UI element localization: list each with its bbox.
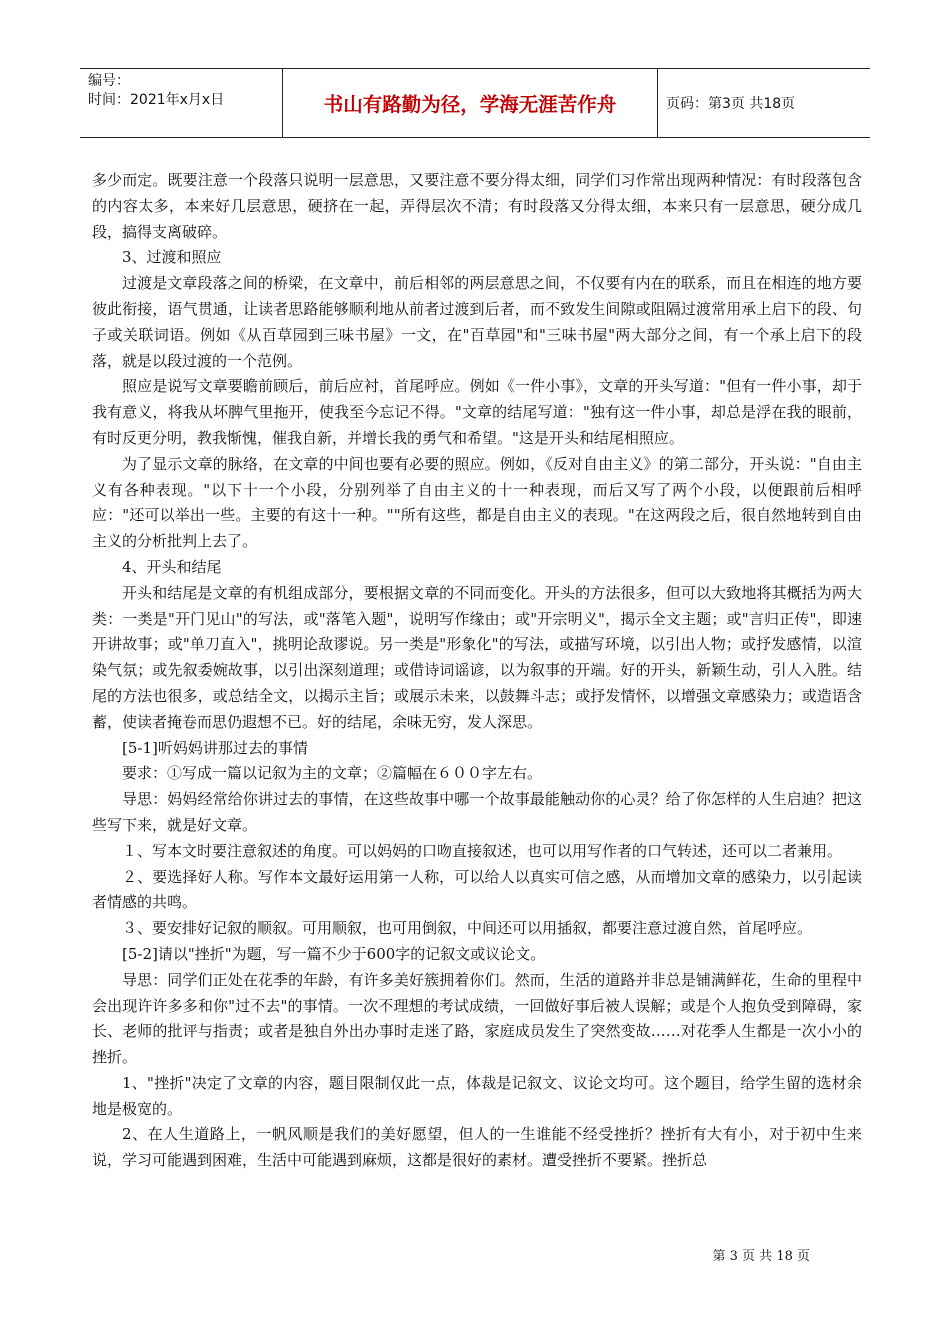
paragraph: 为了显示文章的脉络，在文章的中间也要有必要的照应。例如，《反对自由主义》的第二部分，开头说："自由主义有各种表现。"以下十一个小段，分别列举了自由主义的十一种表现，而后又写了两个小段，以便跟前后相呼应："还可以举出一些。主要的有这十一种。""所有这些，都是自由主义的表现。"在这两段之后，很自然地转到自由主义的分析批判上去了。 bbox=[92, 454, 862, 551]
section-heading: 4、开头和结尾 bbox=[122, 557, 222, 576]
paragraph: ２、要选择好人称。写作本文最好运用第一人称，可以给人以真实可信之感，从而增加文章的感染力，以引起读者情感的共鸣。 bbox=[92, 867, 862, 912]
page-footer: 第 3 页 共 18 页 bbox=[712, 1249, 810, 1264]
paragraph: 导思：同学们正处在花季的年龄，有许多美好簇拥着你们。然而，生活的道路并非总是铺满鲜花，生命的里程中会出现许许多多和你"过不去"的事情。一次不理想的考试成绩，一回做好事后被人误解；或是个人抱负受到障碍，家长、老师的批评与指责；或者是独自外出办事时走迷了路，家庭成员发生了突然变故……对花季人生都是一次小小的挫折。 bbox=[92, 970, 862, 1067]
paragraph: 2、在人生道路上，一帆风顺是我们的美好愿望，但人的一生谁能不经受挫折？挫折有大有小，对于初中生来说，学习可能遇到困难，生活中可能遇到麻烦，这都是很好的素材。遭受挫折不要紧。挫折总 bbox=[92, 1125, 862, 1170]
paragraph: １、写本文时要注意叙述的角度。可以妈妈的口吻直接叙述，也可以用写作者的口气转述，还可以二者兼用。 bbox=[122, 841, 843, 860]
paragraph: ３、要安排好记叙的顺叙。可用顺叙，也可用倒叙，中间还可以用插叙，都要注意过渡自然，首尾呼应。 bbox=[122, 919, 813, 938]
exercise-title: [5-2]请以"挫折"为题，写一篇不少于600字的记叙文或议论文。 bbox=[122, 944, 546, 963]
header-meta bbox=[80, 69, 283, 137]
paragraph: 导思：妈妈经常给你讲过去的事情，在这些故事中哪一个故事最能触动你的心灵？给了你怎样的人生启迪？把这些写下来，就是好文章。 bbox=[92, 790, 862, 834]
paragraph: 过渡是文章段落之间的桥梁，在文章中，前后相邻的两层意思之间，不仅要有内在的联系，而且在相连的地方要彼此衔接，语气贯通，让读者思路能够顺利地从前者过渡到后者，而不致发生间隙或阻隔过渡常用承上启下的段、句子或关联词语。例如《从百草园到三味书屋》一文，在"百草园"和"三味书屋"两大部分之间，有一个承上启下的段落，就是以段过渡的一个范例。 bbox=[92, 274, 862, 370]
paragraph: 多少而定。既要注意一个段落只说明一层意思，又要注意不要分得太细，同学们习作常出现两种情况：有时段落包含的内容太多，本来好几层意思，硬挤在一起，弄得层次不清；有时段落又分得太细，本来只有一层意思，硬分成几段，搞得支离破碎。 bbox=[92, 171, 862, 241]
paragraph: 开头和结尾是文章的有机组成部分，要根据文章的不同而变化。开头的方法很多，但可以大致地将其概括为两大类：一类是"开门见山"的写法，或"落笔入题"，说明写作缘由；或"开宗明义"，揭示全文主题；或"言归正传"，即速开讲故事；或"单刀直入"，挑明论敌谬说。另一类是"形象化"的写法，或描写环境，以引出人物；或抒发感情，以渲染气氛；或先叙委婉故事，以引出深刻道理；或借诗词谣谚，以为叙事的开端。好的开头，新颖生动，引人入胜。结尾的方法也很多，或总结全文，以揭示主旨；或展示未来，以鼓舞斗志；或抒发情怀，以增强文章感染力；或造语含蓄，使读者掩卷而思仍遐想不已。好的结尾，余味无穷，发人深思。 bbox=[92, 583, 862, 731]
paragraph: 1、"挫折"决定了文章的内容，题目限制仅此一点，体裁是记叙文、议论文均可。这个题目，给学生留的选材余地是极宽的。 bbox=[92, 1073, 862, 1118]
exercise-title: [5-1]听妈妈讲那过去的事情 bbox=[122, 738, 308, 757]
header-date: 时间：2021年x月x日 bbox=[88, 92, 225, 108]
paragraph: 要求：①写成一篇以记叙为主的文章；②篇幅在６００字左右。 bbox=[122, 764, 543, 783]
document-body bbox=[92, 168, 862, 1174]
paragraph: 照应是说写文章要瞻前顾后，前后应衬，首尾呼应。例如《一件小事》，文章的开头写道："但有一件小事，却于我有意义，将我从坏脾气里拖开，使我至今忘记不得。"文章的结尾写道："独有这一件小事，却总是浮在我的眼前，有时反更分明，教我惭愧，催我自新，并增长我的勇气和希望。"这是开头和结尾相照应。 bbox=[92, 377, 862, 447]
page-header bbox=[80, 68, 870, 138]
header-motto: 书山有路勤为径，学海无涯苦作舟 bbox=[283, 69, 658, 137]
header-number: 编号： bbox=[88, 73, 130, 89]
section-heading: 3、过渡和照应 bbox=[122, 248, 222, 267]
header-page-number: 页码：第3页 共18页 bbox=[666, 96, 796, 112]
